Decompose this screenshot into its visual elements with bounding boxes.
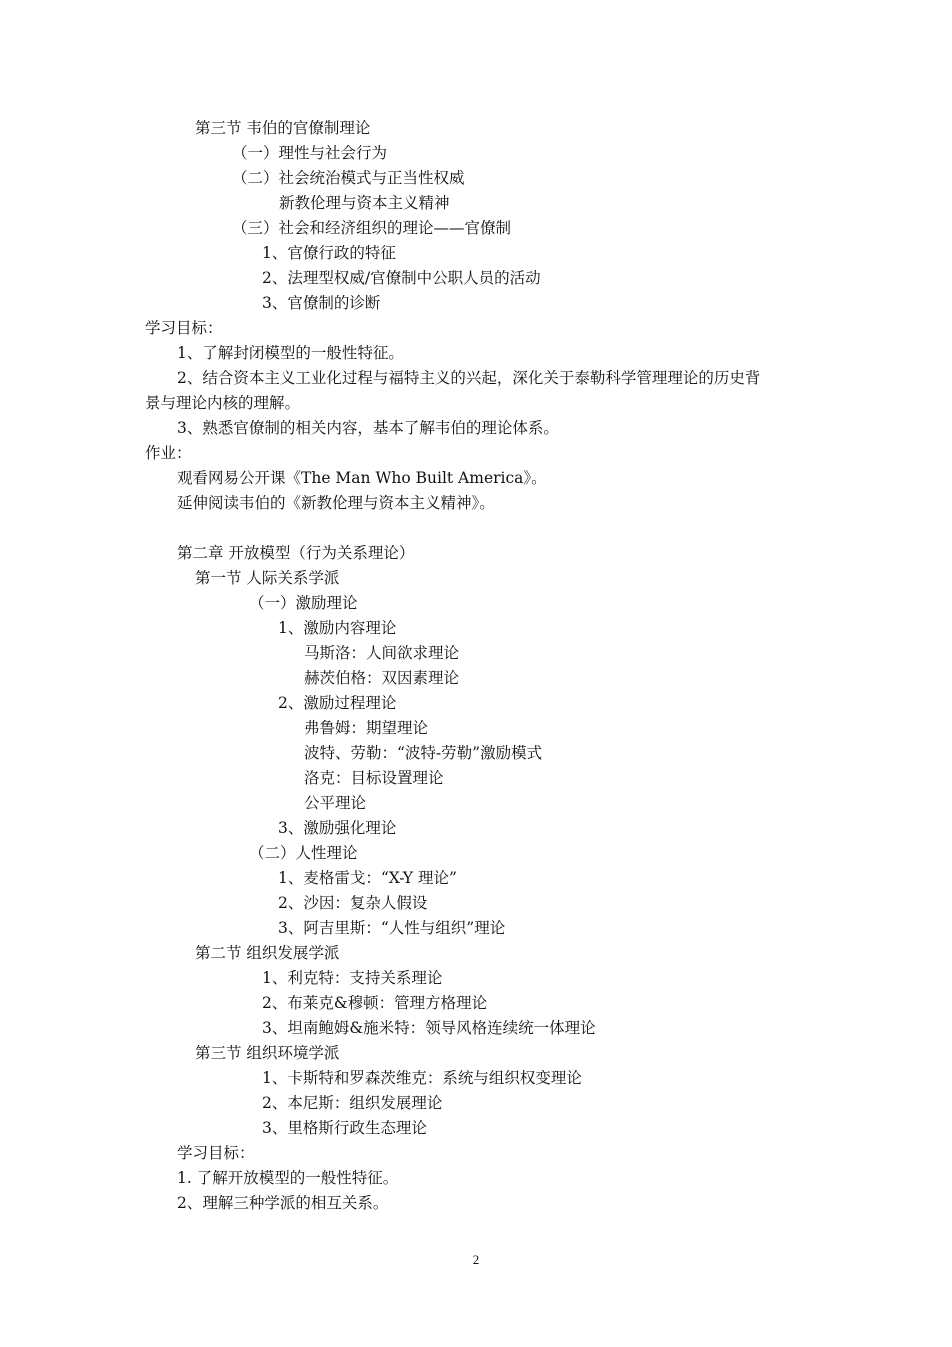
list-item: 1、利克特：支持关系理论 [262,969,443,987]
list-item: 2、本尼斯：组织发展理论 [262,1094,443,1112]
sub-list-item: 波特、劳勒：“波特-劳勒”激励模式 [304,744,543,762]
objectives-heading: 学习目标： [177,1144,255,1162]
page-number: 2 [472,1252,480,1267]
list-item: 3、阿吉里斯：“人性与组织”理论 [278,919,506,937]
list-item: 2、法理型权威/官僚制中公职人员的活动 [262,269,541,287]
section-heading: 第三节 韦伯的官僚制理论 [195,119,371,137]
subsection-item: （一）理性与社会行为 [232,144,388,162]
objective-item: 1、了解封闭模型的一般性特征。 [177,344,404,362]
homework-item: 观看网易公开课《The Man Who Built America》。 [177,469,547,487]
objective-item: 2、结合资本主义工业化过程与福特主义的兴起，深化关于泰勒科学管理理论的历史背 [177,369,761,387]
list-item: 3、激励强化理论 [278,819,397,837]
homework-item: 延伸阅读韦伯的《新教伦理与资本主义精神》。 [177,494,495,512]
list-item: 1、激励内容理论 [278,619,397,637]
subsection-item: （三）社会和经济组织的理论——官僚制 [232,219,512,237]
subsection-item: （二）社会统治模式与正当性权威 [232,169,465,187]
objective-item: 3、熟悉官僚制的相关内容，基本了解韦伯的理论体系。 [177,419,559,437]
homework-heading: 作业： [145,444,192,462]
section-heading: 第一节 人际关系学派 [195,569,340,587]
objective-item: 2、理解三种学派的相互关系。 [177,1194,389,1212]
list-item: 1、卡斯特和罗森茨维克：系统与组织权变理论 [262,1069,582,1087]
subsection-subitem: 新教伦理与资本主义精神 [279,194,450,212]
chapter-heading: 第二章 开放模型（行为关系理论） [177,544,415,562]
list-item: 3、坦南鲍姆&施米特：领导风格连续统一体理论 [262,1019,596,1037]
sub-list-item: 洛克：目标设置理论 [304,769,444,787]
sub-list-item: 马斯洛：人间欲求理论 [304,644,460,662]
list-item: 2、激励过程理论 [278,694,397,712]
list-item: 3、官僚制的诊断 [262,294,381,312]
list-item: 2、沙因：复杂人假设 [278,894,428,912]
list-item: 3、里格斯行政生态理论 [262,1119,427,1137]
sub-list-item: 弗鲁姆：期望理论 [304,719,429,737]
subsection-item: （一）激励理论 [249,594,358,612]
sub-list-item: 赫茨伯格：双因素理论 [304,669,460,687]
subsection-item: （二）人性理论 [249,844,358,862]
objective-item-continued: 景与理论内核的理解。 [145,394,301,412]
sub-list-item: 公平理论 [304,794,367,812]
objective-item: 1. 了解开放模型的一般性特征。 [177,1169,399,1187]
list-item: 2、布莱克&穆顿：管理方格理论 [262,994,488,1012]
section-heading: 第二节 组织发展学派 [195,944,340,962]
objectives-heading: 学习目标： [145,319,223,337]
section-heading: 第三节 组织环境学派 [195,1044,340,1062]
list-item: 1、麦格雷戈：“X-Y 理论” [278,869,457,887]
list-item: 1、官僚行政的特征 [262,244,396,262]
